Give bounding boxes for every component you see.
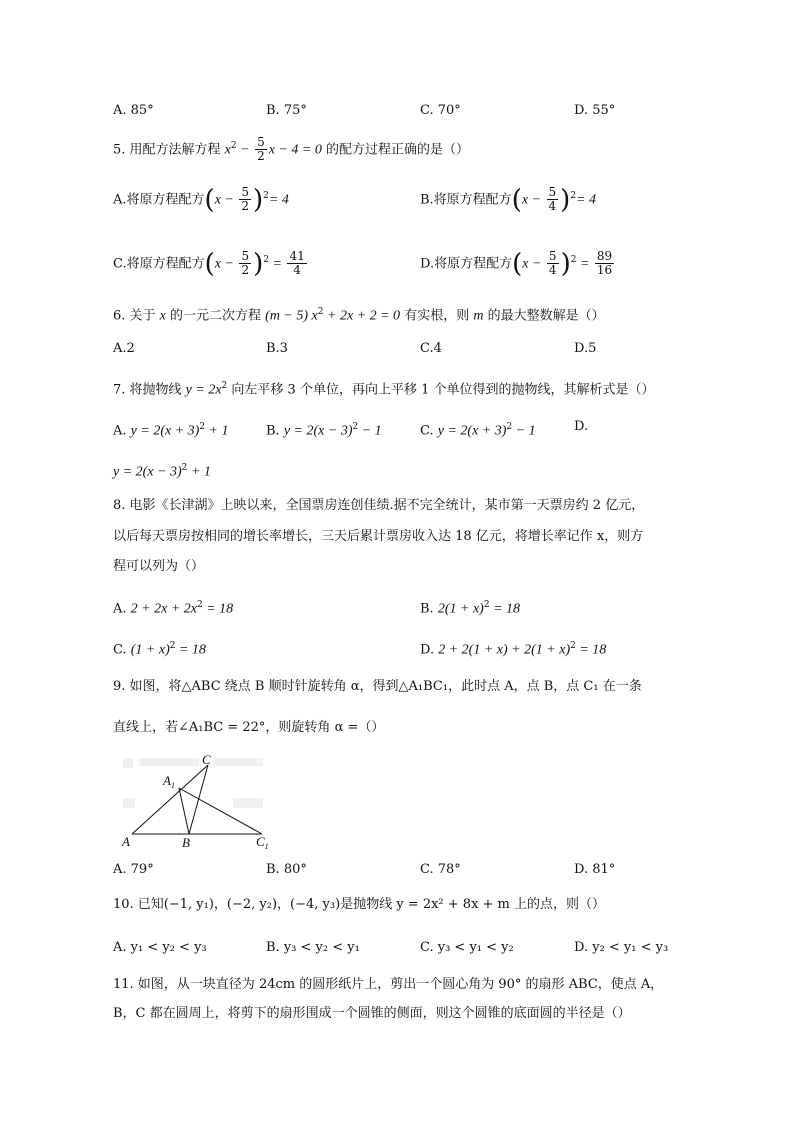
q8-option-d: D. $2 + 2(1 + x) + 2(1 + x)^2 = 18$ (420, 641, 607, 658)
watermark-marks (123, 758, 263, 808)
q6-option-a: A.2 (113, 341, 135, 356)
q11-stem-line2: B，C 都在圆周上，将剪下的扇形围成一个圆锥的侧面，则这个圆锥的底面圆的半径是（） (113, 1006, 631, 1021)
q9-option-d: D. 81° (574, 862, 616, 877)
q7-option-c: C. $y = 2(x + 3)^2 - 1$ (420, 422, 536, 439)
q5-option-c: C.将原方程配方(x − $\frac{5}{2}$ )$^2$ = $\frac{41}{4}$ (113, 248, 305, 279)
q11-stem-line1: 11. 如图，从一块直径为 24cm 的圆形纸片上，剪出一个圆心角为 90° 的扇形 ABC，使点 A， (113, 977, 664, 992)
label-c: C (202, 752, 211, 767)
q7-option-d-label: D. (574, 419, 589, 434)
q6-option-d: D.5 (574, 341, 597, 356)
q6-option-c: C.4 (420, 341, 442, 356)
q5-option-a: A.将原方程配方(x − $\frac{5}{2}$ )$^2$= 4 (113, 184, 289, 215)
q5-fraction: $\frac{5}{2}$ (257, 135, 265, 164)
q5-stem: 5. 用配方法解方程 $x^2$ − $\frac{5}{2}$ x − 4 = 0 的配方过程正确的是（） (113, 135, 469, 164)
q9-stem-line1: 9. 如图，将△ABC 绕点 B 顺时针旋转角 α，得到△A₁BC₁，此时点 A，点 B，点 C₁ 在一条 (113, 679, 642, 694)
q6-stem: 6. 关于 x 的一元二次方程 (m − 5) $x^2 + 2x + 2 = 0$ 有实根，则 m 的最大整数解是（） (113, 307, 605, 324)
q8-stem-line3: 程可以列为（） (113, 559, 205, 574)
label-a1: $A_1$ (163, 773, 175, 790)
q9-rotation-figure (113, 752, 278, 852)
label-c1: $C_1$ (256, 834, 269, 851)
q7-option-a: A. $y = 2(x + 3)^2 + 1$ (113, 422, 229, 439)
q8-stem-line1: 8. 电影《长津湖》上映以来，全国票房连创佳绩.据不完全统计，某市第一天票房约 2 亿元， (113, 498, 645, 513)
q8-option-c: C. $(1 + x)^2 = 18$ (113, 641, 206, 658)
segment-c-b (189, 765, 208, 834)
q8-option-a: A. $2 + 2x + 2x^2 = 18$ (113, 600, 234, 617)
q4-option-c: C. 70° (420, 103, 461, 118)
q4-option-a: A. 85° (113, 103, 154, 118)
q9-stem-line2: 直线上，若∠A₁BC = 22°，则旋转角 α =（） (113, 720, 385, 735)
label-a: A (122, 834, 130, 849)
q5-option-b: B.将原方程配方(x − $\frac{5}{4}$ )$^2$= 4 (420, 184, 596, 215)
q10-option-b: B. y₃ < y₂ < y₁ (266, 940, 360, 955)
q10-option-c: C. y₃ < y₁ < y₂ (420, 940, 514, 955)
q7-stem: 7. 将抛物线 $y = 2x^2$ 向左平移 3 个单位，再向上平移 1 个单位得到的抛物线，其解析式是（） (113, 381, 655, 398)
q9-option-a: A. 79° (113, 862, 154, 877)
q8-stem-line2: 以后每天票房按相同的增长率增长，三天后累计票房收入达 18 亿元，将增长率记作 x，则方 (113, 529, 644, 544)
q10-stem: 10. 已知(−1, y₁)，(−2, y₂)，(−4, y₃)是抛物线 y = 2x² + 8x + m 上的点，则（） (113, 897, 606, 912)
q8-option-b: B. $2(1 + x)^2 = 18$ (420, 600, 521, 617)
q7-option-b: B. $y = 2(x - 3)^2 - 1$ (266, 422, 382, 439)
q5-option-d: D.将原方程配方(x − $\frac{5}{4}$ )$^2$ = $\frac{89}{16}$ (420, 248, 613, 279)
q10-option-a: A. y₁ < y₂ < y₃ (113, 940, 207, 955)
segment-a1-b (179, 788, 189, 834)
segment-a1-c1 (179, 788, 262, 834)
q10-option-d: D. y₂ < y₁ < y₃ (574, 940, 669, 955)
q9-option-b: B. 80° (266, 862, 307, 877)
q6-option-b: B.3 (266, 341, 288, 356)
q9-option-c: C. 78° (420, 862, 461, 877)
q4-option-b: B. 75° (266, 103, 307, 118)
q4-option-d: D. 55° (574, 103, 616, 118)
label-b: B (182, 835, 190, 850)
q7-option-d: $y = 2(x - 3)^2 + 1$ (113, 463, 211, 480)
